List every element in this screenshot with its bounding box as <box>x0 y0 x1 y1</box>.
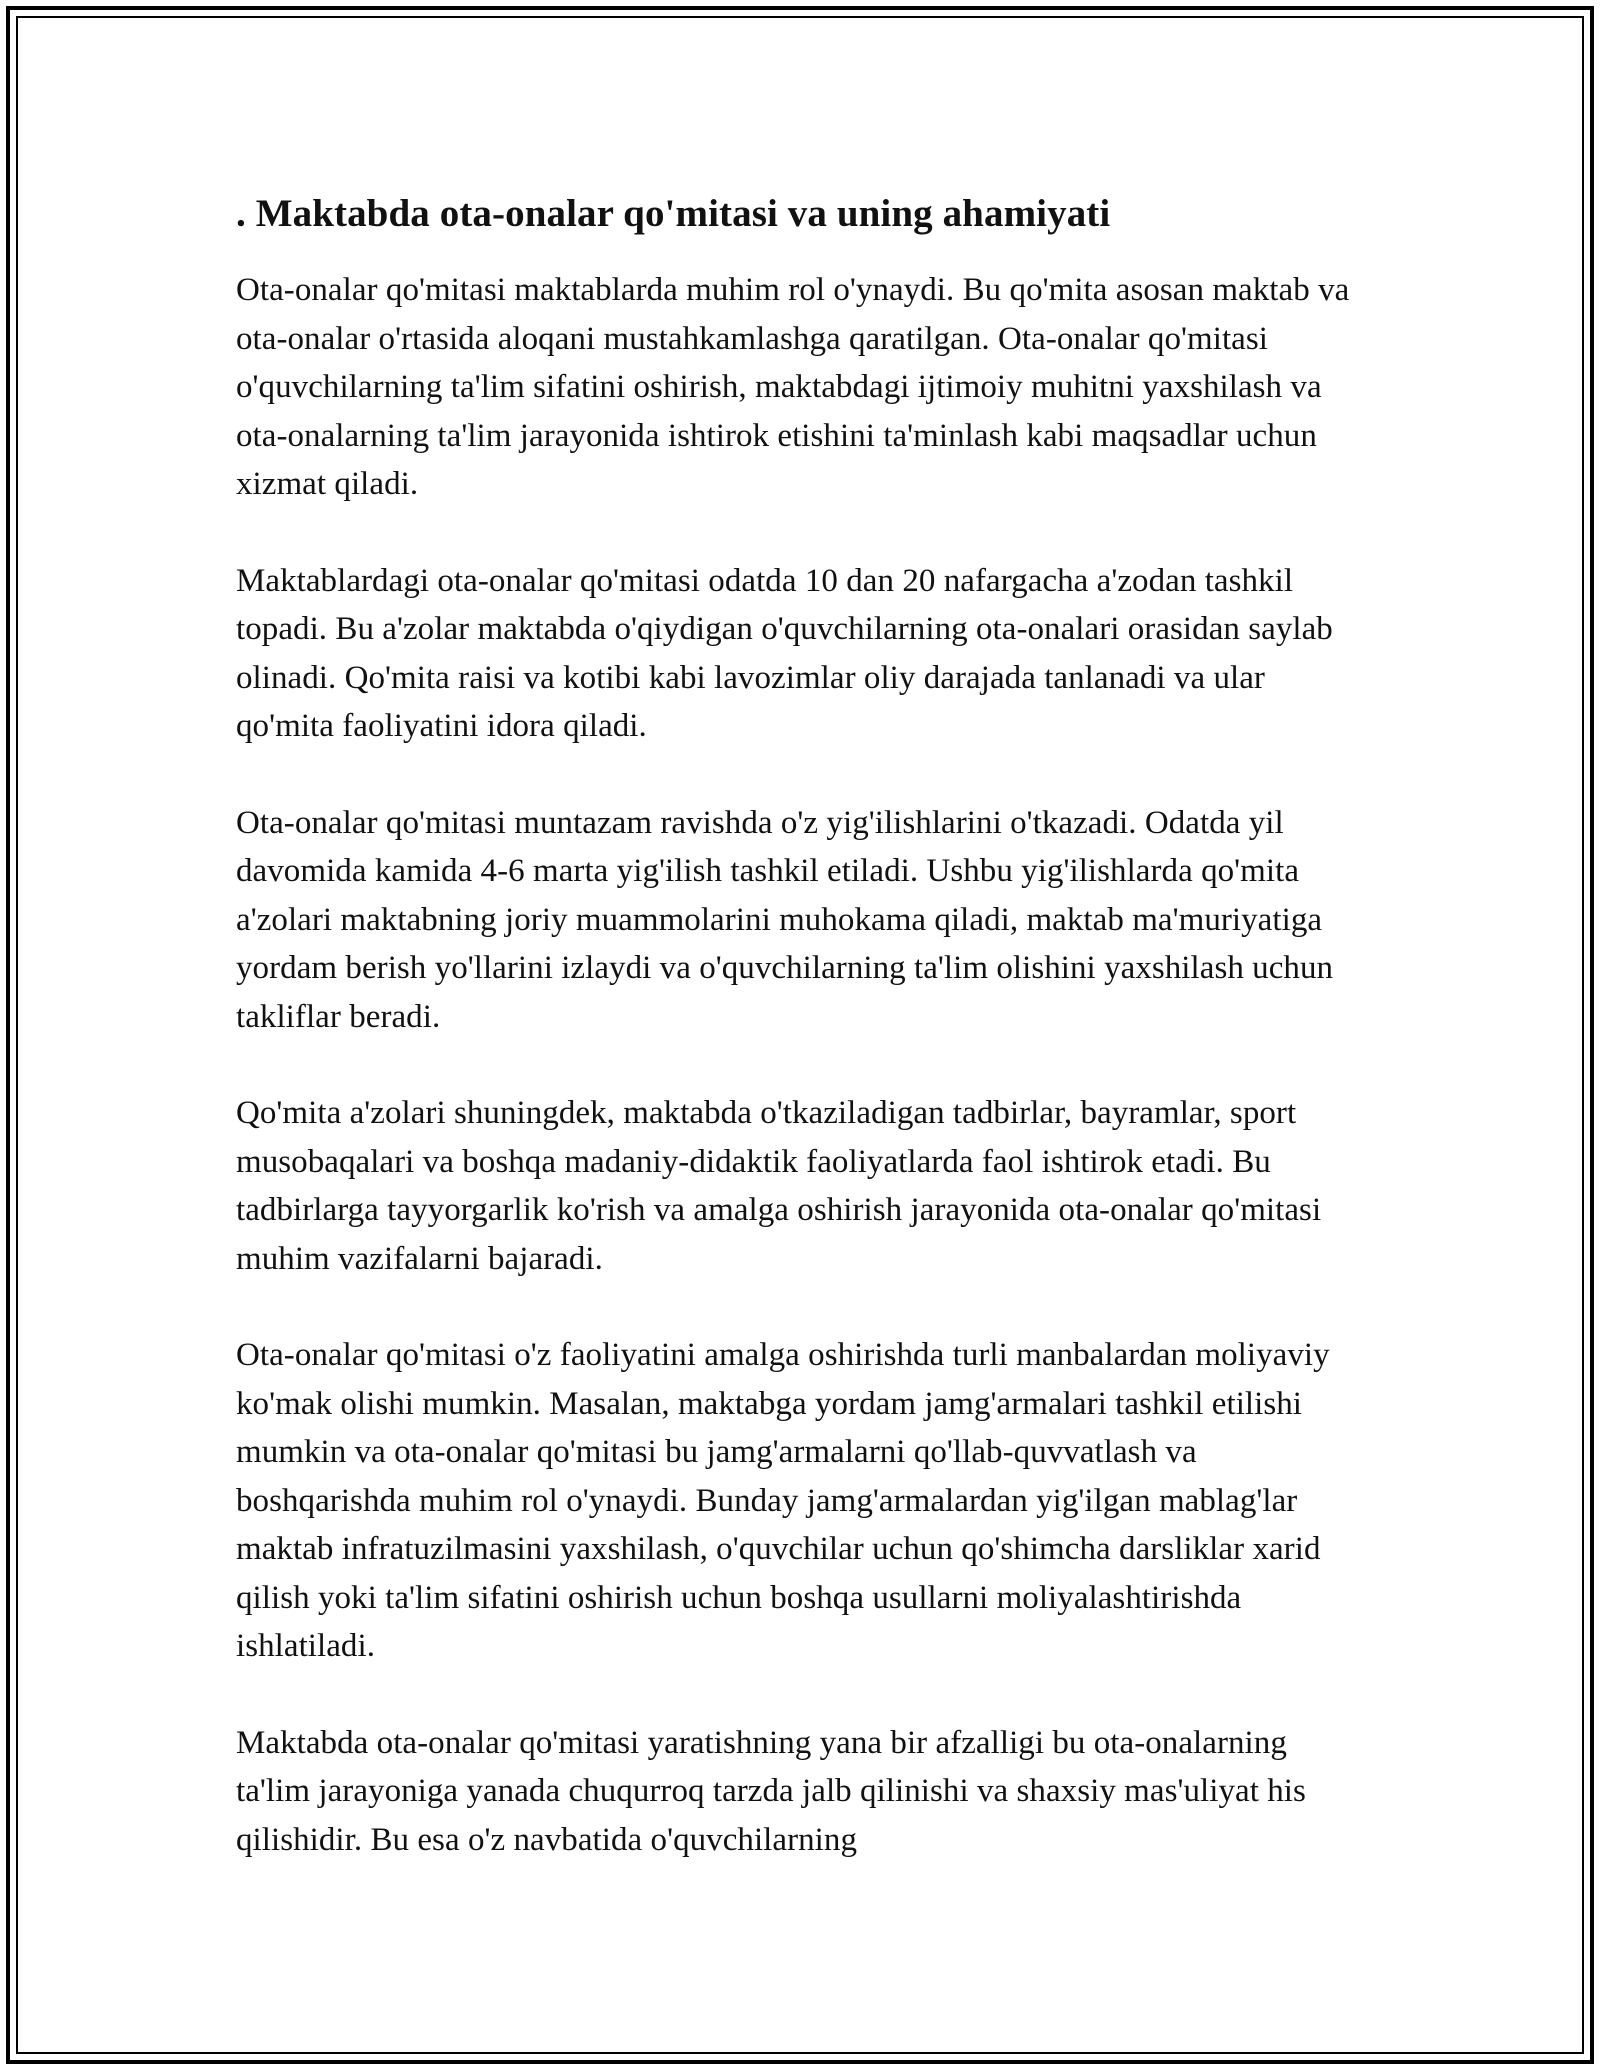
paragraph-5: Ota-onalar qo'mitasi o'z faoliyatini amalga oshirishda turli manbalardan moliyaviy ko'mak olishi mumkin. Masalan, maktabga yordam jamg'armalari tashkil etilishi mumkin va ota-onalar qo'mitasi bu jamg'armalarni qo'llab-quvvatlash va boshqarishda muhim rol o'ynaydi. Bunday jamg'armalardan yig'ilgan mablag'lar maktab infratuzilmasini yaxshilash, o'quvchilar uchun qo'shimcha darsliklar xarid qilish yoki ta'lim sifatini oshirish uchun boshqa usullarni moliyalashtirishda ishlatiladi. <box>236 1337 1330 1664</box>
paragraph-4: Qo'mita a'zolari shuningdek, maktabda o'tkaziladigan tadbirlar, bayramlar, sport musobaqalari va boshqa madaniy-didaktik faoliyatlarda faol ishtirok etadi. Bu tadbirlarga tayyorgarlik ko'rish va amalga oshirish jarayonida ota-onalar qo'mitasi muhim vazifalarni bajaradi. <box>236 1095 1322 1277</box>
document-title: . Maktabda ota-onalar qo'mitasi va uning ahamiyati <box>236 192 1111 235</box>
document-body <box>236 186 1366 1912</box>
paragraph-3: Ota-onalar qo'mitasi muntazam ravishda o'z yig'ilishlarini o'tkazadi. Odatda yil davomida kamida 4-6 marta yig'ilish tashkil etiladi. Ushbu yig'ilishlarda qo'mita a'zolari maktabning joriy muammolarini muhokama qiladi, maktab ma'muriyatiga yordam berish yo'llarini izlaydi va o'quvchilarning ta'lim olishini yaxshilash uchun takliflar beradi. <box>236 804 1334 1035</box>
paragraph-2: Maktablardagi ota-onalar qo'mitasi odatda 10 dan 20 nafargacha a'zodan tashkil topadi. Bu a'zolar maktabda o'qiydigan o'quvchilarning ota-onalari orasidan saylab olinadi. Qo'mita raisi va kotibi kabi lavozimlar oliy darajada tanlanadi va ular qo'mita faoliyatini idora qiladi. <box>236 562 1333 744</box>
paragraph-1: Ota-onalar qo'mitasi maktablarda muhim rol o'ynaydi. Bu qo'mita asosan maktab va ota-onalar o'rtasida aloqani mustahkamlashga qaratilgan. Ota-onalar qo'mitasi o'quvchilarning ta'lim sifatini oshirish, maktabdagi ijtimoiy muhitni yaxshilash va ota-onalarning ta'lim jarayonida ishtirok etishini ta'minlash kabi maqsadlar uchun xizmat qiladi. <box>236 272 1350 502</box>
paragraph-6: Maktabda ota-onalar qo'mitasi yaratishning yana bir afzalligi bu ota-onalarning ta'lim jarayoniga yanada chuqurroq tarzda jalb qilinishi va shaxsiy mas'uliyat his qilishidir. Bu esa o'z navbatida o'quvchilarning <box>236 1724 1306 1858</box>
